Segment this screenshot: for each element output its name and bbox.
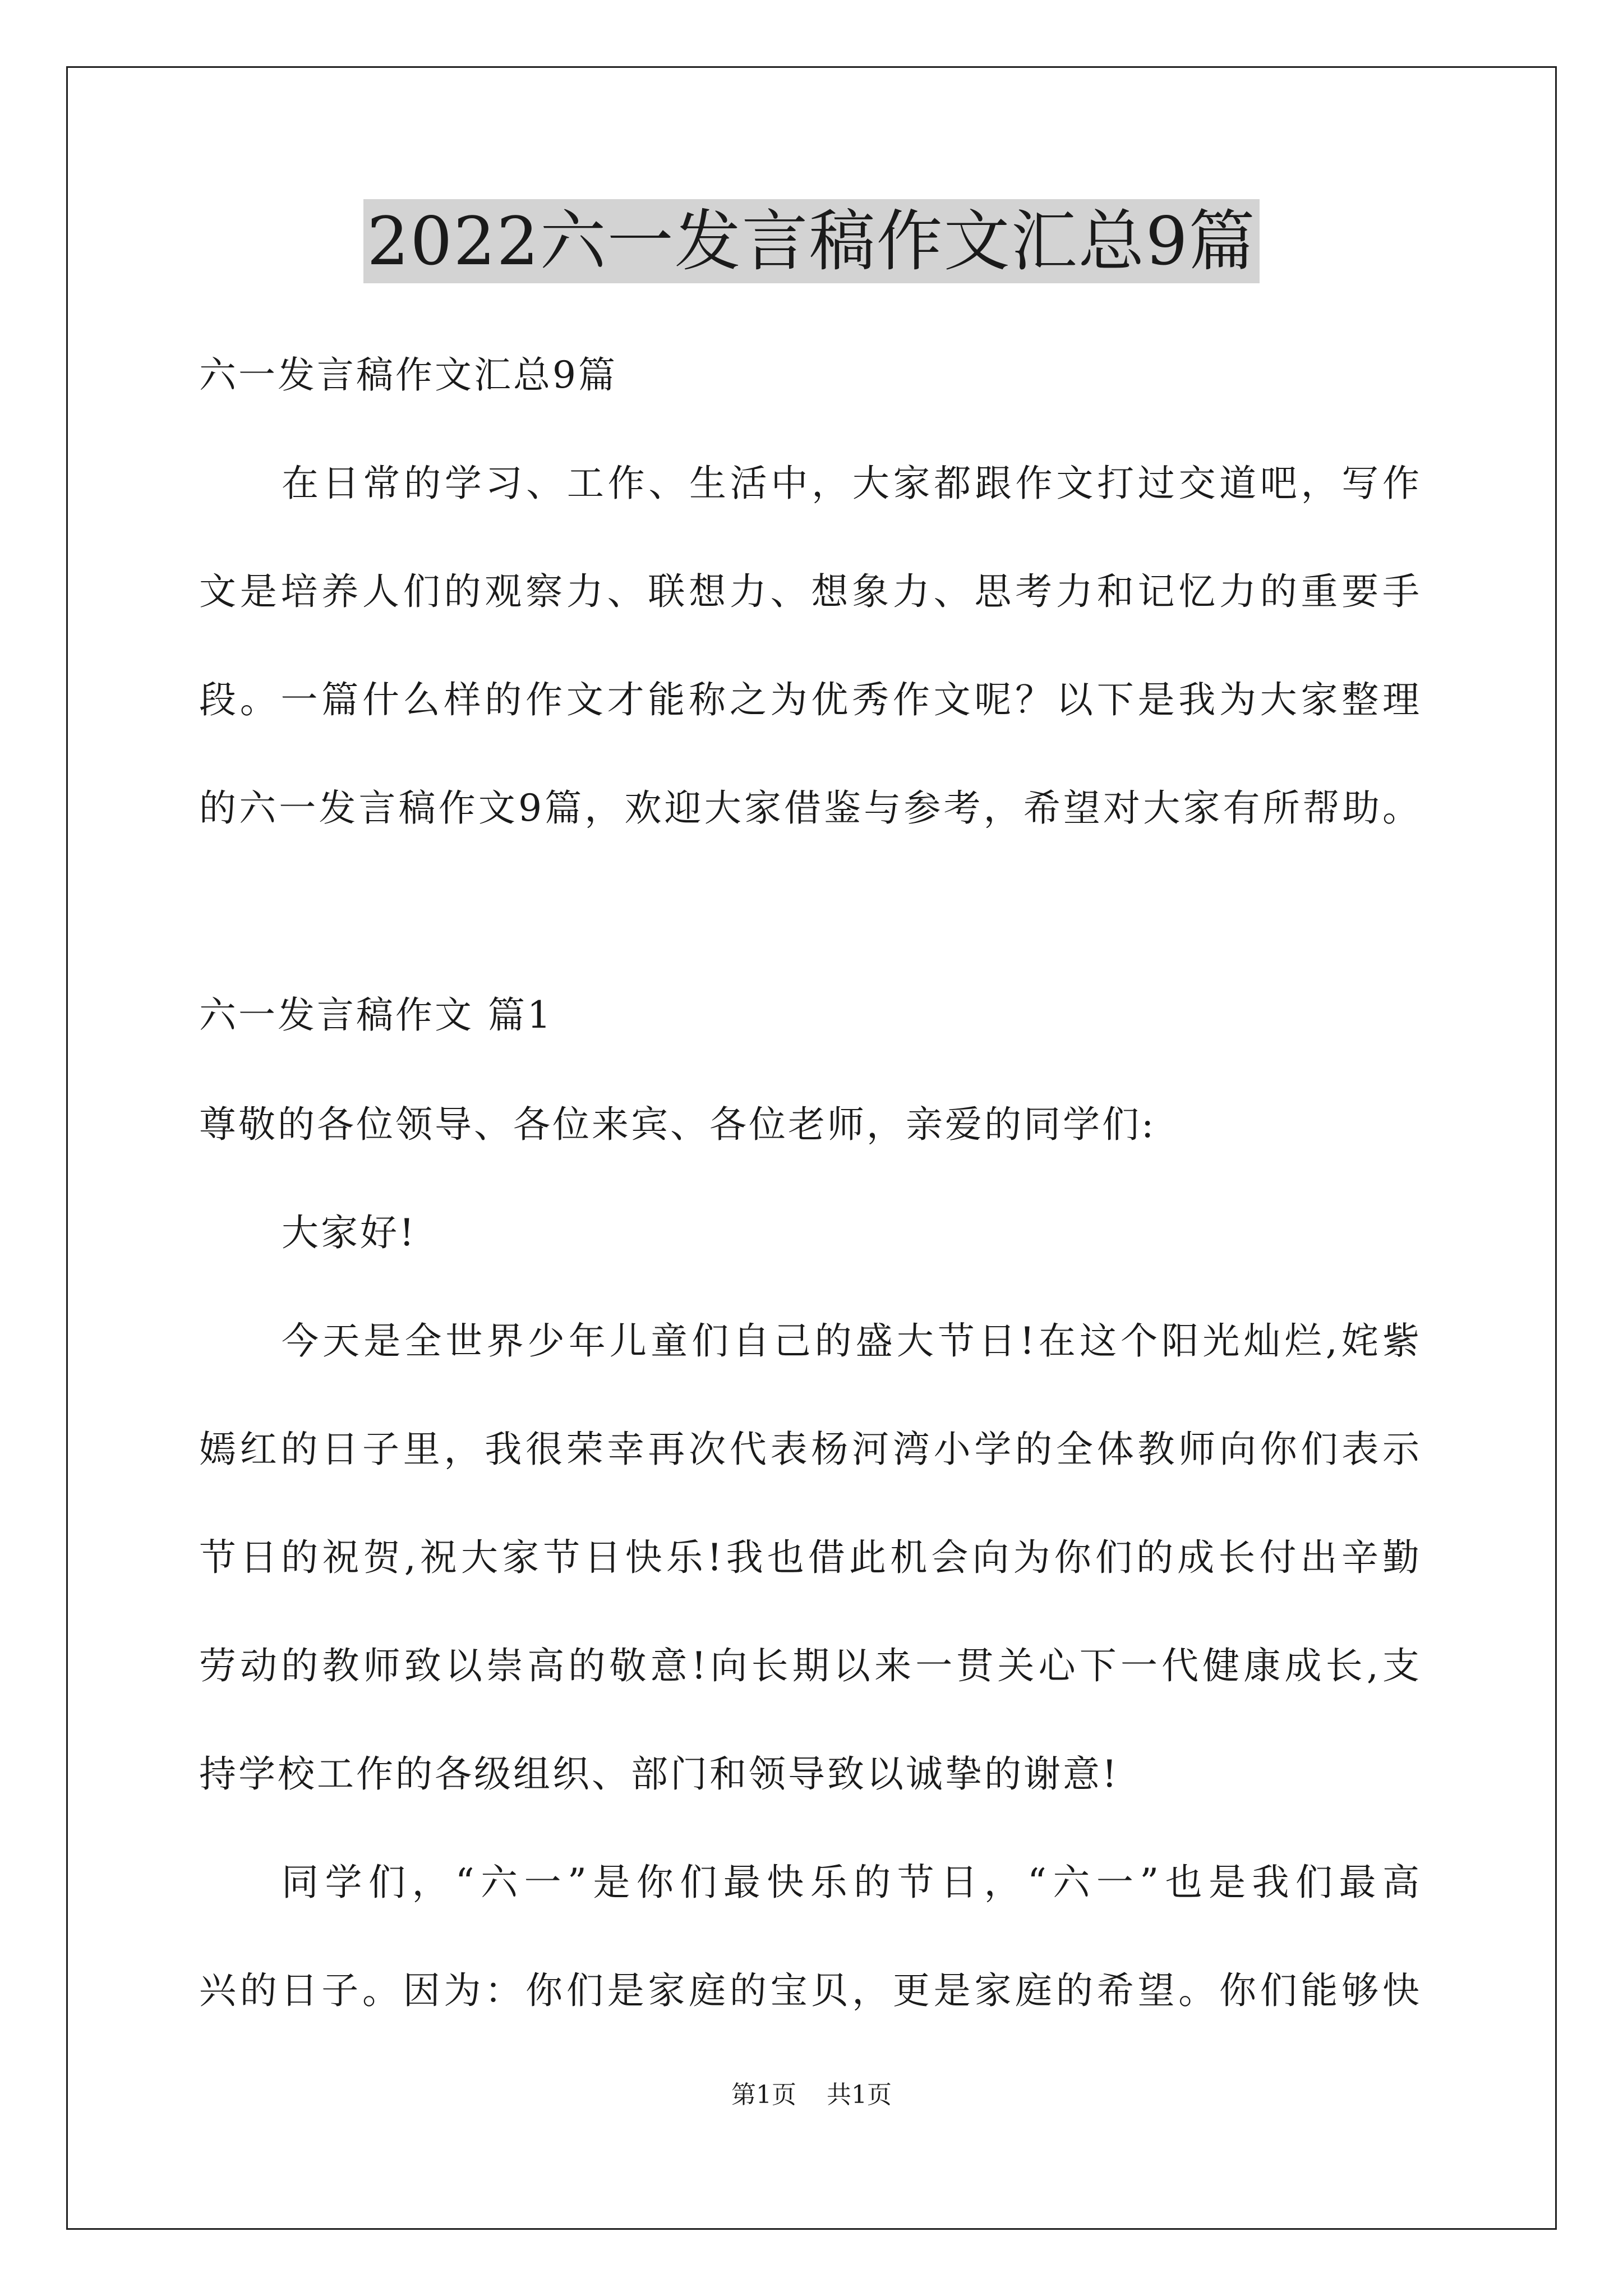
title-container [0,199,1623,283]
paragraph-line: 今天是全世界少年儿童们自己的盛大节日!在这个阳光灿烂,姹紫 [282,1319,1419,1363]
paragraph-line: 嫣红的日子里，我很荣幸再次代表杨河湾小学的全体教师向你们表示 [199,1428,1419,1471]
greeting: 大家好! [282,1211,417,1254]
intro-line: 在日常的学习、工作、生活中，大家都跟作文打过交道吧，写作 [282,462,1419,505]
subtitle: 六一发言稿作文汇总9篇 [199,353,617,397]
paragraph-line: 持学校工作的各级组织、部门和领导致以诚挚的谢意! [199,1752,1119,1796]
intro-line: 的六一发言稿作文9篇，欢迎大家借鉴与参考，希望对大家有所帮助。 [199,786,1419,830]
page-number: 第1页 [731,2081,796,2109]
paragraph-line: 同学们，“六一”是你们最快乐的节日，“六一”也是我们最高 [282,1861,1419,1904]
page-total: 共1页 [827,2081,892,2109]
intro-line: 文是培养人们的观察力、联想力、想象力、思考力和记忆力的重要手 [199,570,1419,613]
paragraph-line: 节日的祝贺,祝大家节日快乐!我也借此机会向为你们的成长付出辛勤 [199,1536,1419,1579]
document-title: 2022六一发言稿作文汇总9篇 [363,199,1259,283]
salutation: 尊敬的各位领导、各位来宾、各位老师，亲爱的同学们: [199,1103,1156,1146]
page-footer [0,2078,1623,2112]
section-heading: 六一发言稿作文 篇1 [199,993,553,1037]
paragraph-line: 劳动的教师致以崇高的敬意!向长期以来一贯关心下一代健康成长,支 [199,1644,1419,1687]
intro-line: 段。一篇什么样的作文才能称之为优秀作文呢？以下是我为大家整理 [199,678,1419,721]
paragraph-line: 兴的日子。因为：你们是家庭的宝贝，更是家庭的希望。你们能够快 [199,1969,1419,2012]
